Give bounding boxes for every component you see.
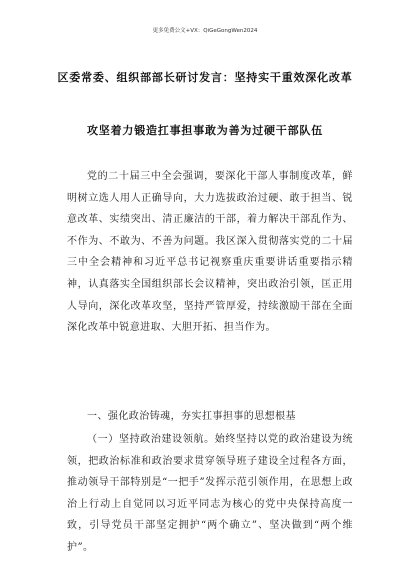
body-paragraph-2 (67, 429, 353, 559)
document-title-line-1: 区委常委、组织部部长研讨发言：坚持实干重效深化改革 (57, 71, 353, 84)
subsection-paragraph (67, 429, 353, 559)
subsection-text: 始终坚持以党的政治建设为统领，把政治标准和政治要求贯穿领导班子建设全过程各方面，推动领导干部特别是“一把手”发挥示范引领作用，在思想上政治上行动上自觉同以习近平同志为核心的党中央保持高度一致，引导党员干部坚定拥护“两个确立”、坚决做到“两个维护”。 (67, 434, 353, 553)
paragraph-text: 党的二十届三中全会强调，要深化干部人事制度改革，鲜明树立选人用人正确导向，大力选拔政治过硬、敢于担当、锐意改革、实绩突出、清正廉洁的干部，着力解决干部乱作为、不作为、不敢为、不善为问题。我区深入贯彻落实党的二十届三中全会精神和习近平总书记视察重庆重要讲话重要指示精神，认真落实全国组织部长会议精神，突出政治引领，匡正用人导向，深化改革攻坚，坚持严管厚爱，持续激励干部在全面深化改革中锐意进取、大胆开拓、担当作为。 (67, 171, 353, 334)
document-title-line-2: 攻坚着力锻造扛事担事敢为善为过硬干部队伍 (87, 124, 323, 137)
header-note: 更多免费公文+VX：QiGeGongWen2024 (152, 28, 258, 34)
subsection-lead: （一）坚持政治建设领航。 (87, 434, 215, 445)
body-paragraph-1 (67, 166, 353, 339)
section-heading-1: 一、强化政治铸魂，夯实扛事担事的思想根基 (87, 411, 296, 422)
